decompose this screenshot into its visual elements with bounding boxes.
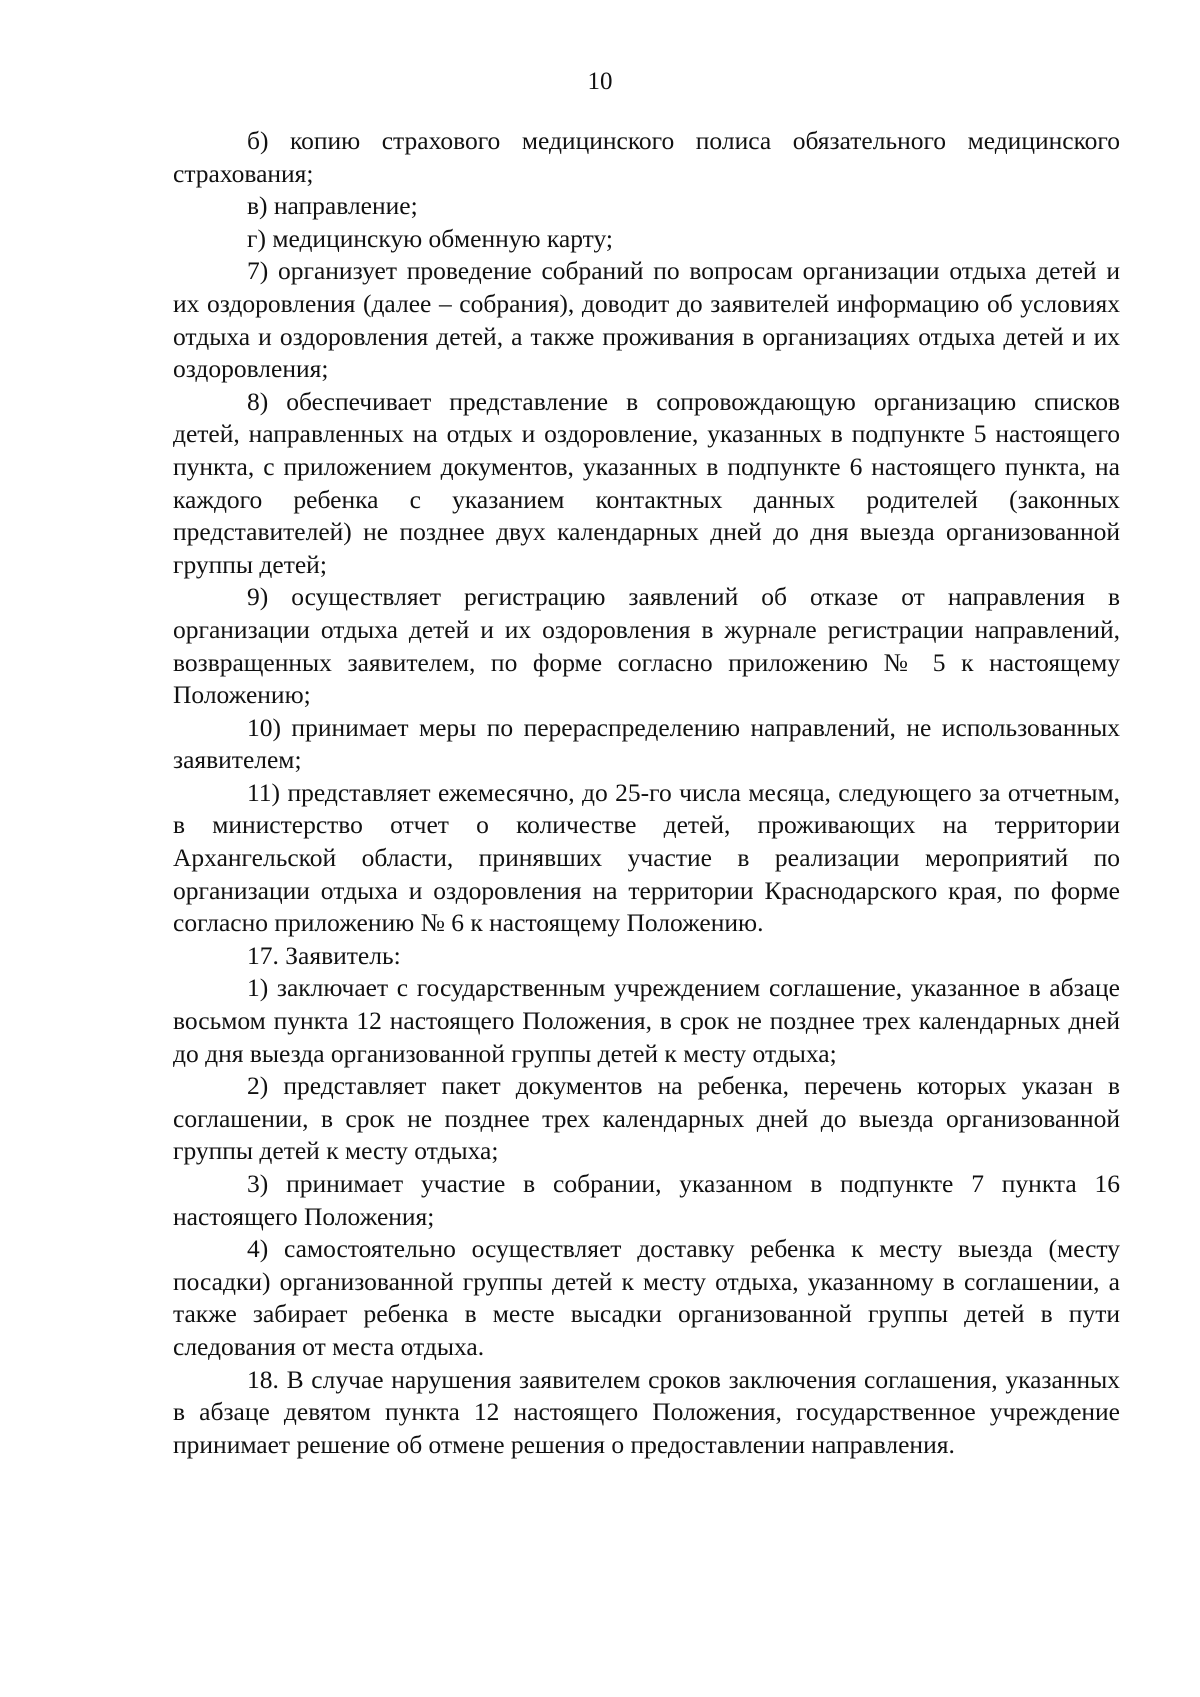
paragraph-17-3-meeting: 3) принимает участие в собрании, указанном в подпункте 7 пункта 16 настоящего Положения; <box>173 1169 1120 1231</box>
paragraph-17-2-documents: 2) представляет пакет документов на ребенка, перечень которых указан в соглашении, в срок не позднее трех календарных дней до выезда организованной группы детей к месту отдыха; <box>173 1071 1120 1166</box>
paragraph-v-referral: в) направление; <box>247 191 418 221</box>
paragraph-17-1-agreement: 1) заключает с государственным учреждением соглашение, указанное в абзаце восьмом пункта 12 настоящего Положения, в срок не позднее трех календарных дней до дня выезда организованной группы детей к месту отдыха; <box>173 973 1120 1068</box>
paragraph-b-policy-copy: б) копию страхового медицинского полиса обязательного медицинского страхования; <box>173 126 1120 188</box>
page-number: 10 <box>587 68 613 95</box>
paragraph-9-refusal-registration: 9) осуществляет регистрацию заявлений об отказе от направления в организации отдыха детей и их оздоровления в журнале регистрации направлений, возвращенных заявителем, по форме согласно приложению № 5 к настоящему Положению; <box>173 582 1120 710</box>
paragraph-17-4-delivery: 4) самостоятельно осуществляет доставку ребенка к месту выезда (месту посадки) организованной группы детей к месту отдыха, указанному в соглашении, а также забирает ребенка в месте высадки организованной группы детей в пути следования от места отдыха. <box>173 1234 1120 1361</box>
document-body <box>173 125 1120 1461</box>
paragraph-18-violation: 18. В случае нарушения заявителем сроков заключения соглашения, указанных в абзаце девятом пункта 12 настоящего Положения, государственное учреждение принимает решение об отмене решения о предоставлении направления. <box>173 1364 1120 1459</box>
paragraph-g-medical-card: г) медицинскую обменную карту; <box>247 223 613 253</box>
paragraph-10-redistribution: 10) принимает меры по перераспределению направлений, не использованных заявителем; <box>173 712 1120 775</box>
paragraph-17-applicant: 17. Заявитель: <box>247 940 401 970</box>
paragraph-8-children-lists: 8) обеспечивает представление в сопровождающую организацию списков детей, направленных на отдых и оздоровление, указанных в подпункте 5 настоящего пункта, с приложением документов, указанных в подпункте 6 настоящего пункта, на каждого ребенка с указанием контактных данных родителей (законных представителей) не позднее двух календарных дней до дня выезда организованной группы детей; <box>173 386 1120 579</box>
paragraph-7-meetings: 7) организует проведение собраний по вопросам организации отдыха детей и их оздоровления (далее – собрания), доводит до заявителей информацию об условиях отдыха и оздоровления детей, а также проживания в организациях отдыха детей и их оздоровления; <box>173 256 1120 384</box>
paragraph-11-monthly-report: 11) представляет ежемесячно, до 25-го числа месяца, следующего за отчетным, в министерство отчет о количестве детей, проживающих на территории Архангельской области, принявших участие в реализации мероприятий по организации отдыха и оздоровления на территории Краснодарского края, по форме согласно приложению № 6 к настоящему Положению. <box>173 777 1120 938</box>
